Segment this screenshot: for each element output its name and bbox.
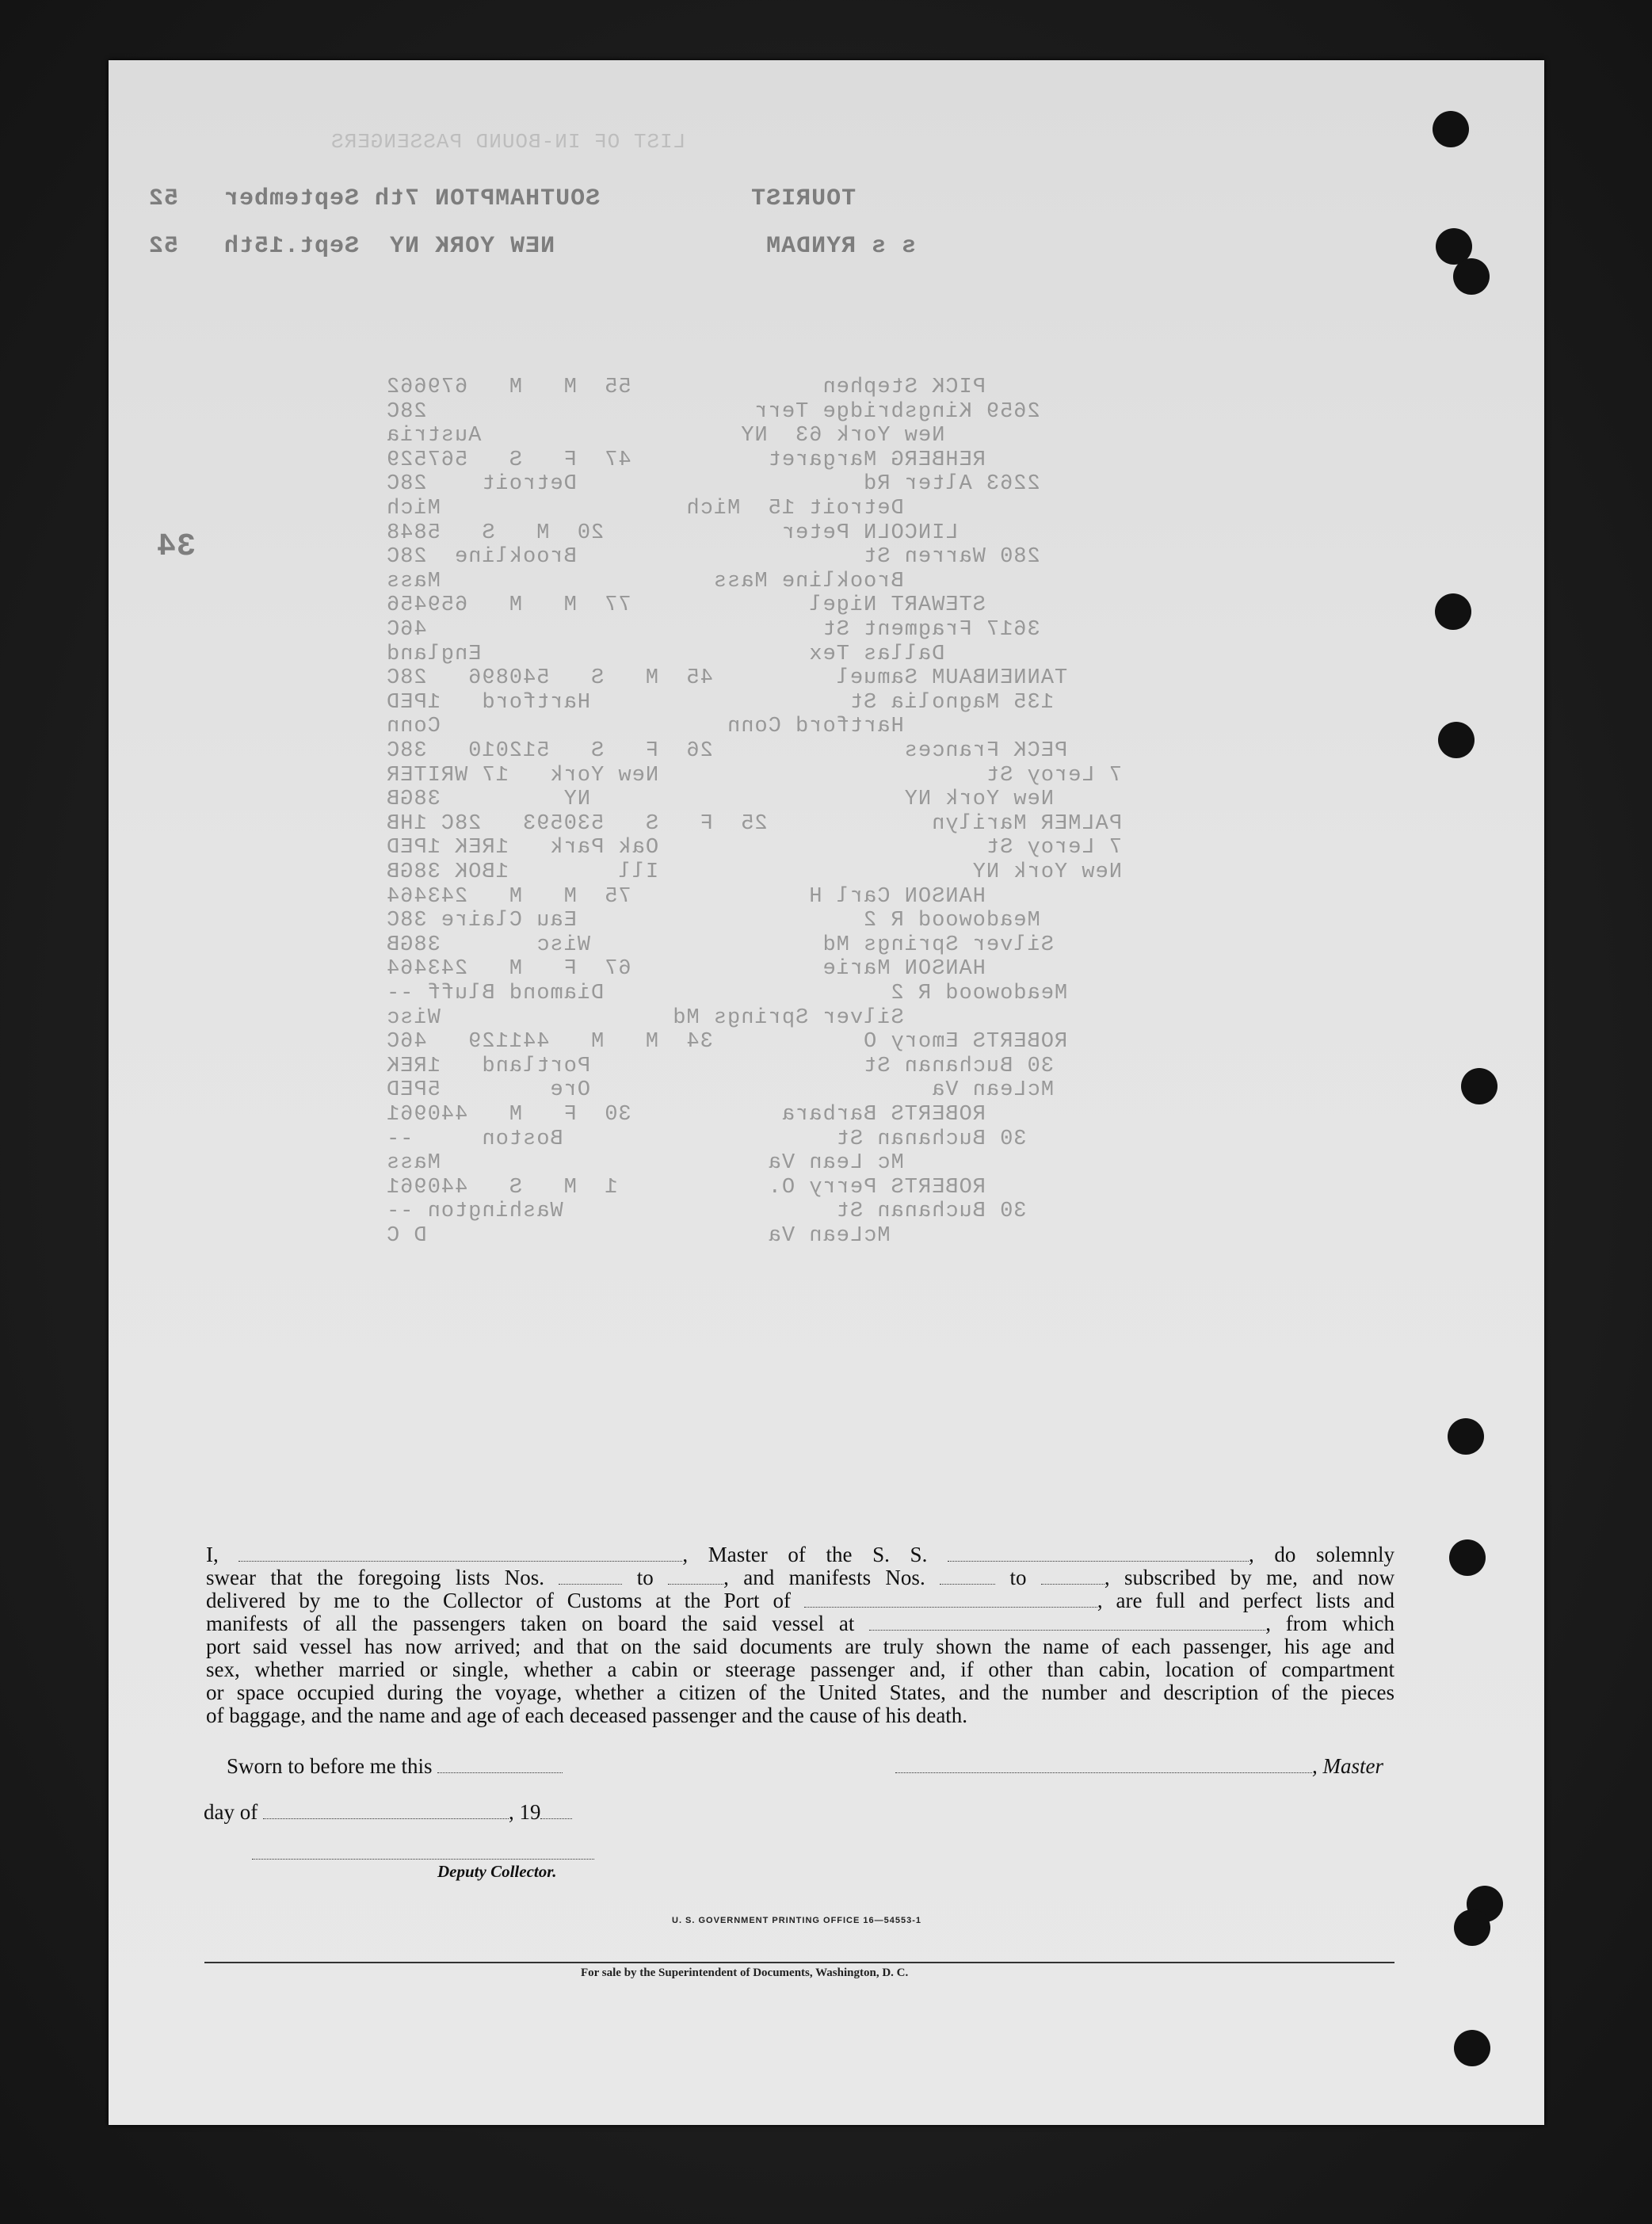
bleed-row: 7 Leroy St New York 17 WRITER xyxy=(386,763,1150,788)
bleed-row: Detroit 15 Mich Mich xyxy=(386,497,932,521)
oath-vessel-at: manifests of all the passengers taken on board the said vessel at xyxy=(206,1612,855,1635)
oath-to-2: to xyxy=(1009,1566,1027,1589)
oath-to-1: to xyxy=(636,1566,654,1589)
manifests-from-field[interactable] xyxy=(940,1568,995,1585)
bleed-row: HANSON Marie 67 F M 243464 xyxy=(386,957,986,982)
oath-full-perfect: , are full and perfect lists and xyxy=(1097,1589,1394,1612)
bleed-row: ROBERTS Emory O 34 M M 441129 46C xyxy=(386,1030,1068,1055)
oath-line-5: port said vessel has now arrived; and that on the said documents are truly shown the name of each passenger, his age and xyxy=(206,1635,1394,1658)
punch-hole xyxy=(1435,593,1471,630)
bleed-header-3: s s RYNDAM NEW YORK NY Sept.15th 52 xyxy=(148,233,917,260)
punch-hole xyxy=(1461,1068,1497,1104)
day-of-label: day of xyxy=(204,1800,258,1824)
oath-from-which: , from which xyxy=(1265,1612,1395,1635)
punch-hole xyxy=(1433,111,1469,147)
bleed-row: 30 Buchanan St Washington -- xyxy=(386,1200,1054,1224)
bleed-row: ROBERTS Barbara 30 F M 440961 xyxy=(386,1103,986,1127)
bleed-row: REHBERG Margaret 47 F S 567529 xyxy=(386,448,986,472)
bleed-row: LINCOLN Peter 20 M S 5848 xyxy=(386,521,959,545)
footer-rule xyxy=(204,1962,1394,1963)
bleed-row: 7 Leroy St Oak Park 1REK 1PED xyxy=(386,836,1150,860)
bleed-row: PECK Frances 26 F S 512010 38C xyxy=(386,739,1068,763)
bleed-row: New York 63 NY Austria xyxy=(386,424,972,448)
oath-line-8: of baggage, and the name and age of each deceased passenger and the cause of his death. xyxy=(206,1703,968,1727)
bleed-header-1: LIST OF IN-BOUND PASSENGERS xyxy=(330,130,686,154)
bleed-row: New York NY Ill 1BOK 38GB xyxy=(386,860,1150,884)
bleed-row: McLean Va Ore 5PED xyxy=(386,1078,1082,1103)
lists-to-field[interactable] xyxy=(668,1568,723,1585)
deputy-collector-label: Deputy Collector. xyxy=(437,1862,557,1881)
bleed-row: Mc Lean Va Mass xyxy=(386,1151,932,1176)
ship-name-field[interactable] xyxy=(948,1545,1249,1562)
master-label: , Master xyxy=(1312,1754,1383,1778)
master-signature-field[interactable] xyxy=(895,1757,1312,1773)
bleed-row: Meadowood R 2 Diamond Bluff -- xyxy=(386,982,1095,1005)
year-field[interactable] xyxy=(540,1802,572,1819)
oath-lists-nos: swear that the foregoing lists Nos. xyxy=(206,1566,544,1589)
bleed-row: McLean Va D C xyxy=(386,1224,918,1248)
departure-port-field[interactable] xyxy=(869,1614,1265,1631)
sworn-label: Sworn to before me this xyxy=(227,1754,433,1778)
master-signature-row xyxy=(895,1754,1383,1779)
oath-subscribed: , subscribed by me, and now xyxy=(1104,1566,1395,1589)
oath-line-1 xyxy=(206,1543,1394,1566)
bleed-row: ROBERTS Perry O. 1 M S 440961 xyxy=(386,1175,986,1200)
bleed-row: Dallas Tex England xyxy=(386,642,972,666)
oath-paragraph xyxy=(206,1543,1394,1727)
bleed-row: New York NY NY 38GB xyxy=(386,788,1082,812)
day-of-row xyxy=(204,1800,572,1825)
sale-notice: For sale by the Superintendent of Documents, Washington, D. C. xyxy=(581,1967,909,1979)
bleed-row: HANSON Carl H 75 M M 243464 xyxy=(386,884,986,909)
deputy-signature-line[interactable] xyxy=(252,1859,594,1860)
bleed-row: 2659 Kingsbridge Terr 28C xyxy=(386,399,1068,424)
bleed-row: Meadowood R 2 Eau Claire 38C xyxy=(386,909,1068,933)
punch-hole xyxy=(1449,1539,1486,1576)
sworn-date-field[interactable] xyxy=(437,1757,563,1773)
bleed-row: STEWART Nigel 77 M M 659456 xyxy=(386,593,986,618)
gpo-imprint: U. S. GOVERNMENT PRINTING OFFICE 16—54553-1 xyxy=(672,1916,922,1925)
bleed-row: PALMER Marilyn 25 F S 530593 28C 1HB xyxy=(386,811,1122,836)
bleed-row: Brookline Mass Mass xyxy=(386,569,932,593)
punch-hole xyxy=(1454,2030,1490,2066)
port-of-field[interactable] xyxy=(804,1591,1097,1608)
punch-hole xyxy=(1438,722,1475,758)
manifests-to-field[interactable] xyxy=(1041,1568,1105,1585)
year-label: , 19 xyxy=(508,1800,541,1824)
bleed-row: Silver Springs Md Wisc 38GB xyxy=(386,933,1082,957)
oath-line-3 xyxy=(206,1589,1394,1612)
bleed-row: 280 Warren St Brookline 28C xyxy=(386,545,1068,570)
bleed-header-2: TOURIST SOUTHAMPTON 7th September 52 xyxy=(148,185,857,212)
day-of-field[interactable] xyxy=(263,1802,509,1819)
master-name-field[interactable] xyxy=(238,1545,682,1562)
bleed-row: Hartford Conn Conn xyxy=(386,715,932,739)
punch-hole xyxy=(1448,1418,1484,1455)
oath-line-7: or space occupied during the voyage, whether a citizen of the United States, and the number and description of the pieces xyxy=(206,1680,1394,1704)
bleed-row: 135 Magnolia St Hartford 1PED xyxy=(386,690,1082,715)
bleed-page-mark: 34 xyxy=(156,529,196,565)
oath-solemnly: , do solemnly xyxy=(1248,1543,1394,1566)
oath-line-2 xyxy=(206,1566,1394,1589)
bleed-row: PICK Stephen 55 M M 679662 xyxy=(386,376,986,399)
bleed-row: 30 Buchanan St Boston -- xyxy=(386,1127,1054,1151)
oath-manifests-nos: , and manifests Nos. xyxy=(723,1566,925,1589)
punch-hole xyxy=(1454,1909,1490,1946)
bleed-row: 2263 Alter Rd Detroit 28C xyxy=(386,472,1068,497)
sworn-row xyxy=(227,1754,563,1779)
punch-hole xyxy=(1453,258,1490,295)
oath-master-of-ss: , Master of the S. S. xyxy=(682,1543,928,1566)
oath-line-6: sex, whether married or single, whether a cabin or steerage passenger and, if other than cabin, location of compartment xyxy=(206,1658,1394,1681)
bleed-row: TANNENBAUM Samuel 45 M S 540896 28C xyxy=(386,666,1068,691)
bleed-row: 3617 Fragment St 46C xyxy=(386,618,1068,642)
bleed-row: 30 Buchanan St Portland 1REK xyxy=(386,1054,1082,1078)
bleed-row: Silver Springs Md Wisc xyxy=(386,1005,932,1030)
lists-from-field[interactable] xyxy=(559,1568,622,1585)
oath-i: I, xyxy=(206,1543,219,1566)
oath-port-of: delivered by me to the Collector of Customs at the Port of xyxy=(206,1589,791,1612)
oath-line-4 xyxy=(206,1612,1394,1635)
